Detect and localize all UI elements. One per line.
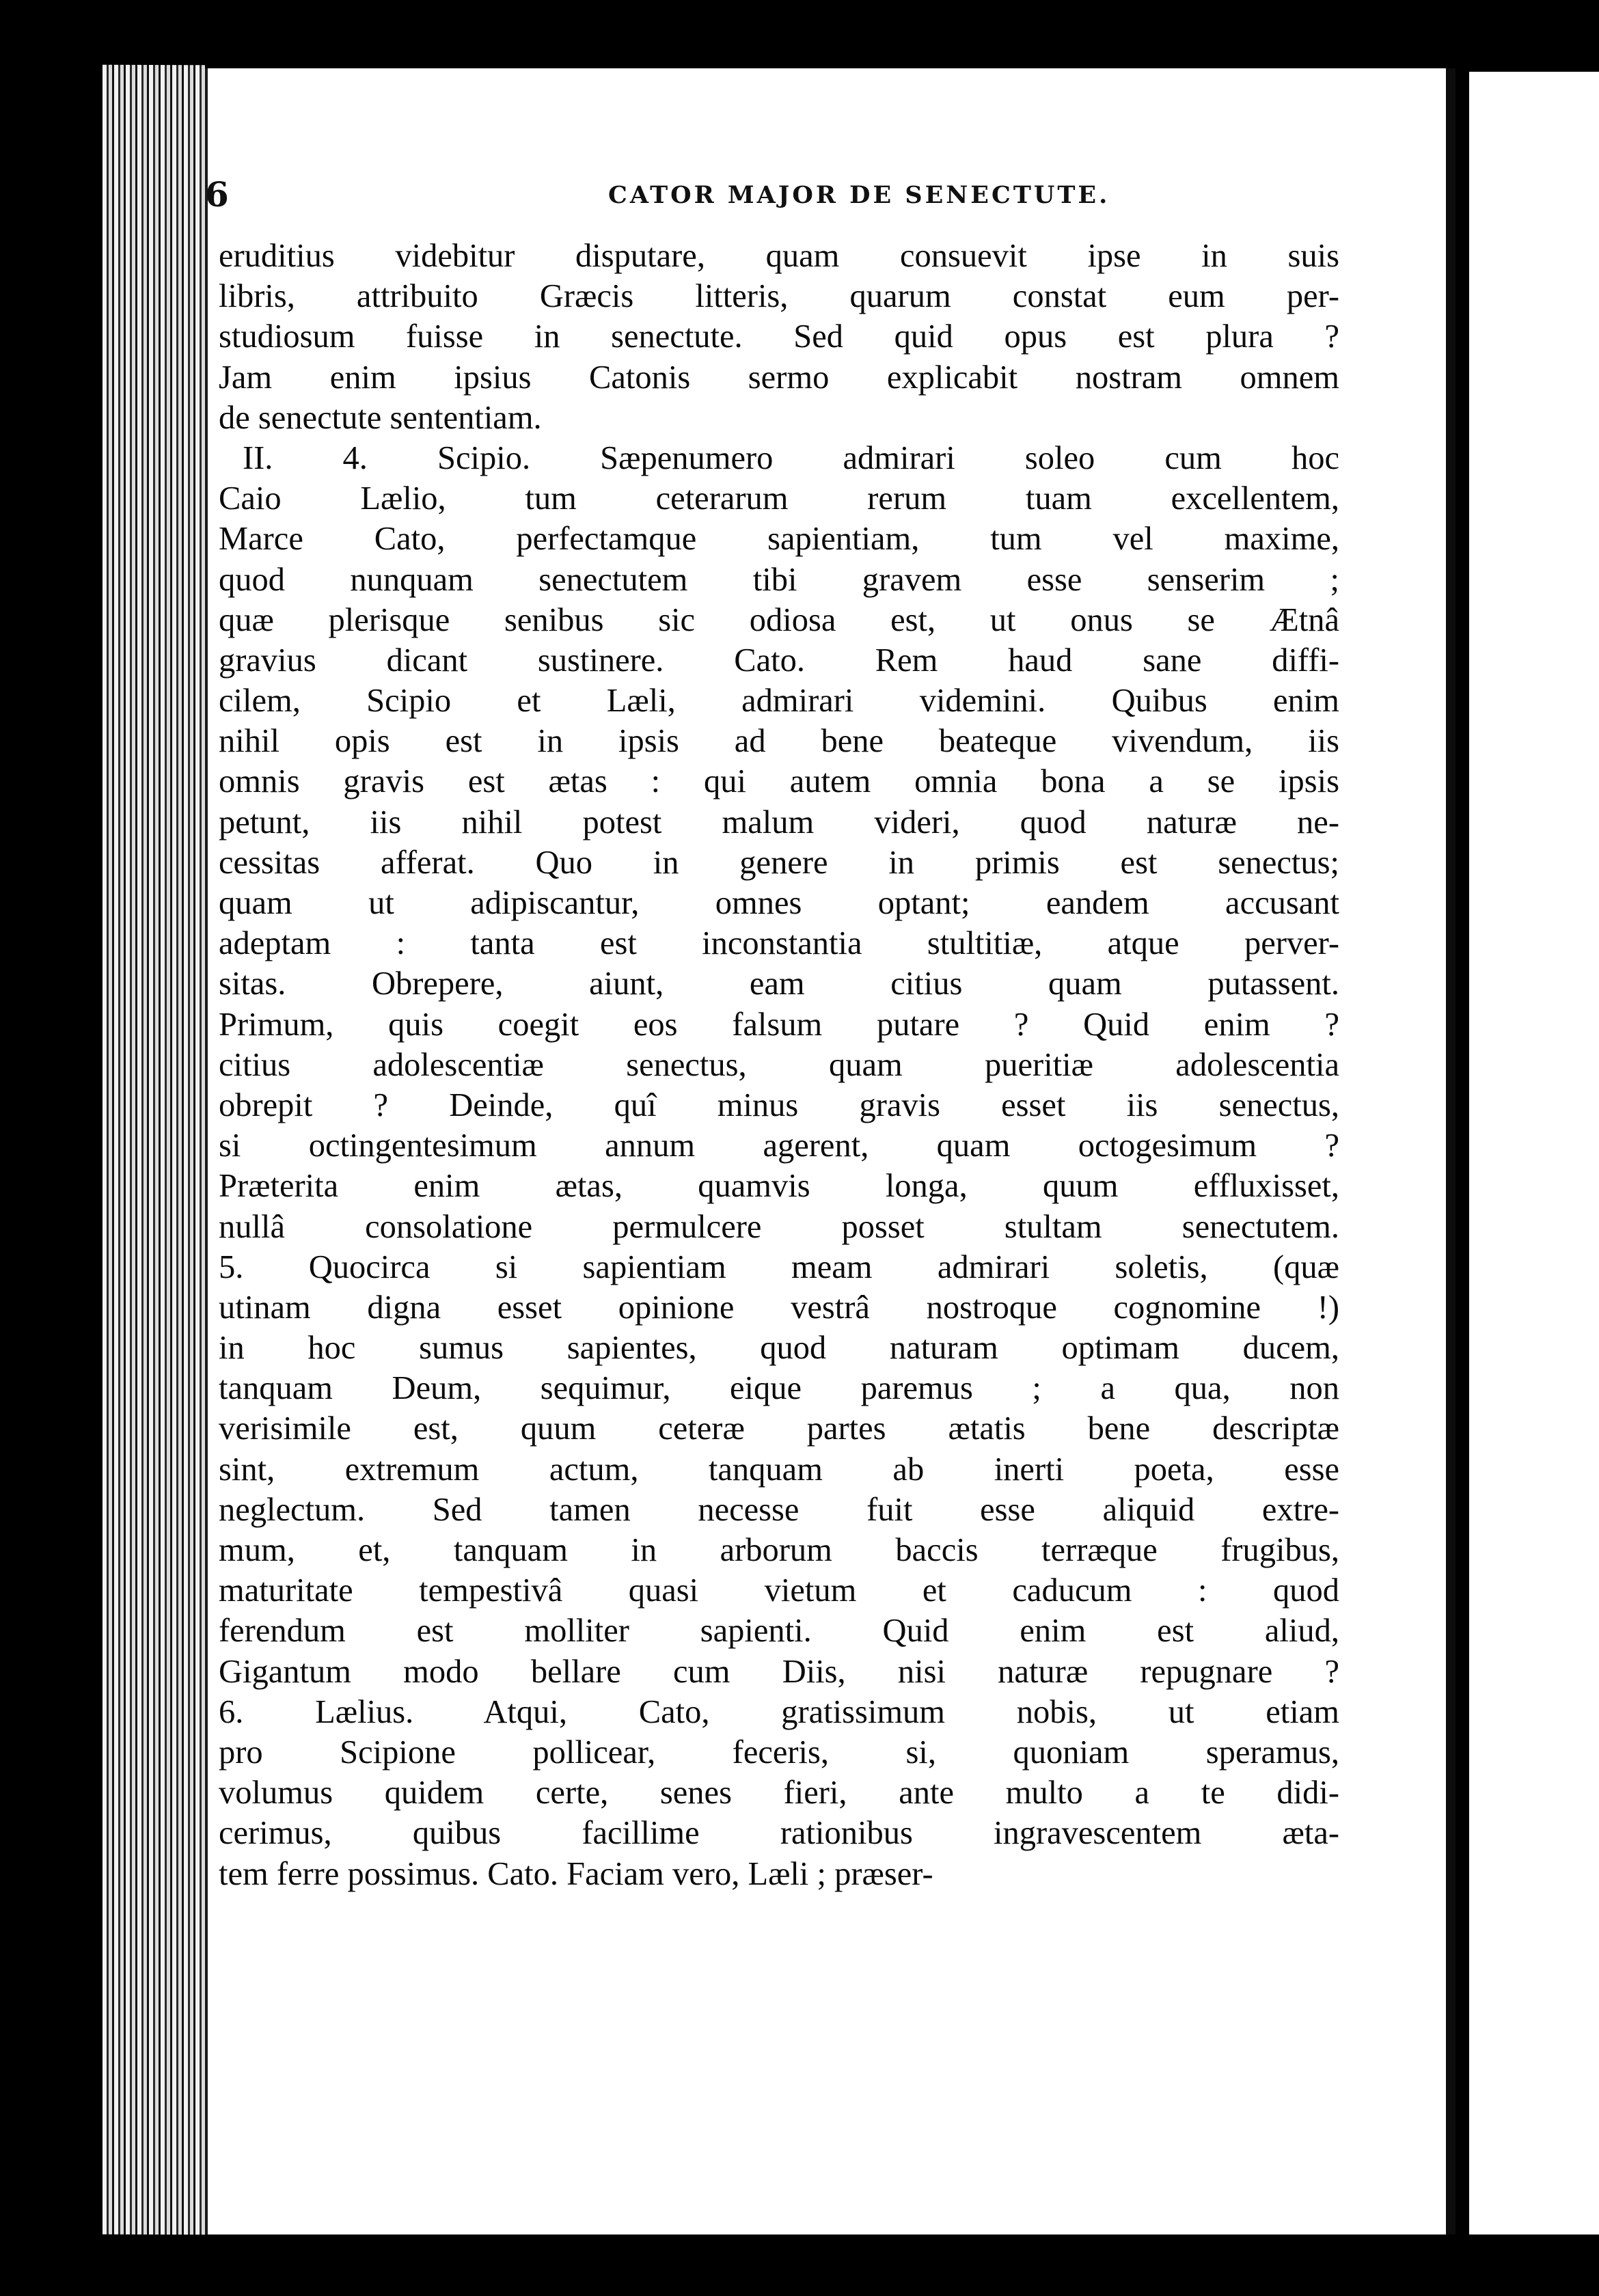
text-line: adeptam : tanta est inconstantia stultitiæ, atque perver- xyxy=(219,925,1339,962)
text-line: Præterita enim ætas, quamvis longa, quum effluxisset, xyxy=(219,1168,1339,1205)
text-line: studiosum fuisse in senectute. Sed quid opus est plura ? xyxy=(219,318,1339,355)
page-number: 6 xyxy=(205,174,229,215)
text-line: obrepit ? Deinde, quî minus gravis esset iis senectus, xyxy=(219,1086,1339,1123)
text-line: volumus quidem certe, senes fieri, ante multo a te didi- xyxy=(219,1775,1339,1812)
body-text xyxy=(219,236,1339,1894)
text-line: libris, attribuito Græcis litteris, quarum constat eum per- xyxy=(219,278,1339,315)
text-line: Caio Lælio, tum ceterarum rerum tuam excellentem, xyxy=(219,480,1339,517)
text-line: pro Scipione pollicear, feceris, si, quoniam speramus, xyxy=(219,1734,1339,1771)
text-line: gravius dicant sustinere. Cato. Rem haud sane diffi- xyxy=(219,642,1339,679)
text-line: sitas. Obrepere, aiunt, eam citius quam putassent. xyxy=(219,966,1339,1002)
text-line: Marce Cato, perfectamque sapientiam, tum vel maxime, xyxy=(219,521,1339,558)
text-line: Jam enim ipsius Catonis sermo explicabit nostram omnem xyxy=(219,359,1339,396)
text-line: quod nunquam senectutem tibi gravem esse senserim ; xyxy=(219,561,1339,598)
text-line: utinam digna esset opinione vestrâ nostroque cognomine !) xyxy=(219,1289,1339,1326)
facing-page-edge xyxy=(1469,72,1599,2234)
text-line: ferendum est molliter sapienti. Quid enim est aliud, xyxy=(219,1613,1339,1650)
text-line: eruditius videbitur disputare, quam consuevit ipse in suis xyxy=(219,238,1339,274)
running-head xyxy=(205,174,1128,222)
text-line: petunt, iis nihil potest malum videri, quod naturæ ne- xyxy=(219,804,1339,840)
text-line: 5. Quocirca si sapientiam meam admirari soletis, (quæ xyxy=(219,1248,1339,1285)
text-line: de senectute sententiam. xyxy=(219,399,542,436)
text-line: quam ut adipiscantur, omnes optant; eandem accusant xyxy=(219,885,1339,921)
text-line: neglectum. Sed tamen necesse fuit esse aliquid extre- xyxy=(219,1491,1339,1528)
text-line: omnis gravis est ætas : qui autem omnia bona a se ipsis xyxy=(219,763,1339,800)
text-line: II. 4. Scipio. Sæpenumero admirari soleo cum hoc xyxy=(243,439,1339,476)
page-edges xyxy=(102,65,205,2235)
text-line: 6. Lælius. Atqui, Cato, gratissimum nobis, ut etiam xyxy=(219,1693,1339,1730)
text-line: quæ plerisque senibus sic odiosa est, ut onus se Ætnâ xyxy=(219,601,1339,638)
running-head-title: CATOR MAJOR DE SENECTUTE. xyxy=(608,181,1110,209)
text-line: tanquam Deum, sequimur, eique paremus ; a qua, non xyxy=(219,1370,1339,1407)
text-line: sint, extremum actum, tanquam ab inerti poeta, esse xyxy=(219,1451,1339,1488)
text-line: citius adolescentiæ senectus, quam pueritiæ adolescentia xyxy=(219,1046,1339,1083)
text-line: cerimus, quibus facillime rationibus ingravescentem æta- xyxy=(219,1815,1339,1852)
text-line: Gigantum modo bellare cum Diis, nisi naturæ repugnare ? xyxy=(219,1653,1339,1690)
text-line: cessitas afferat. Quo in genere in primis est senectus; xyxy=(219,844,1339,881)
text-line: verisimile est, quum ceteræ partes ætatis bene descriptæ xyxy=(219,1410,1339,1447)
text-line: in hoc sumus sapientes, quod naturam optimam ducem, xyxy=(219,1330,1339,1367)
text-line: nullâ consolatione permulcere posset stultam senectutem. xyxy=(219,1208,1339,1245)
text-line: Primum, quis coegit eos falsum putare ? Quid enim ? xyxy=(219,1006,1339,1043)
text-line: maturitate tempestivâ quasi vietum et caducum : quod xyxy=(219,1572,1339,1609)
text-line: tem ferre possimus. Cato. Faciam vero, Læli ; præser- xyxy=(219,1855,933,1892)
text-line: nihil opis est in ipsis ad bene beateque vivendum, iis xyxy=(219,723,1339,760)
text-line: si octingentesimum annum agerent, quam octogesimum ? xyxy=(219,1128,1339,1164)
text-line: cilem, Scipio et Læli, admirari videmini. Quibus enim xyxy=(219,683,1339,720)
text-line: mum, et, tanquam in arborum baccis terræque frugibus, xyxy=(219,1532,1339,1568)
